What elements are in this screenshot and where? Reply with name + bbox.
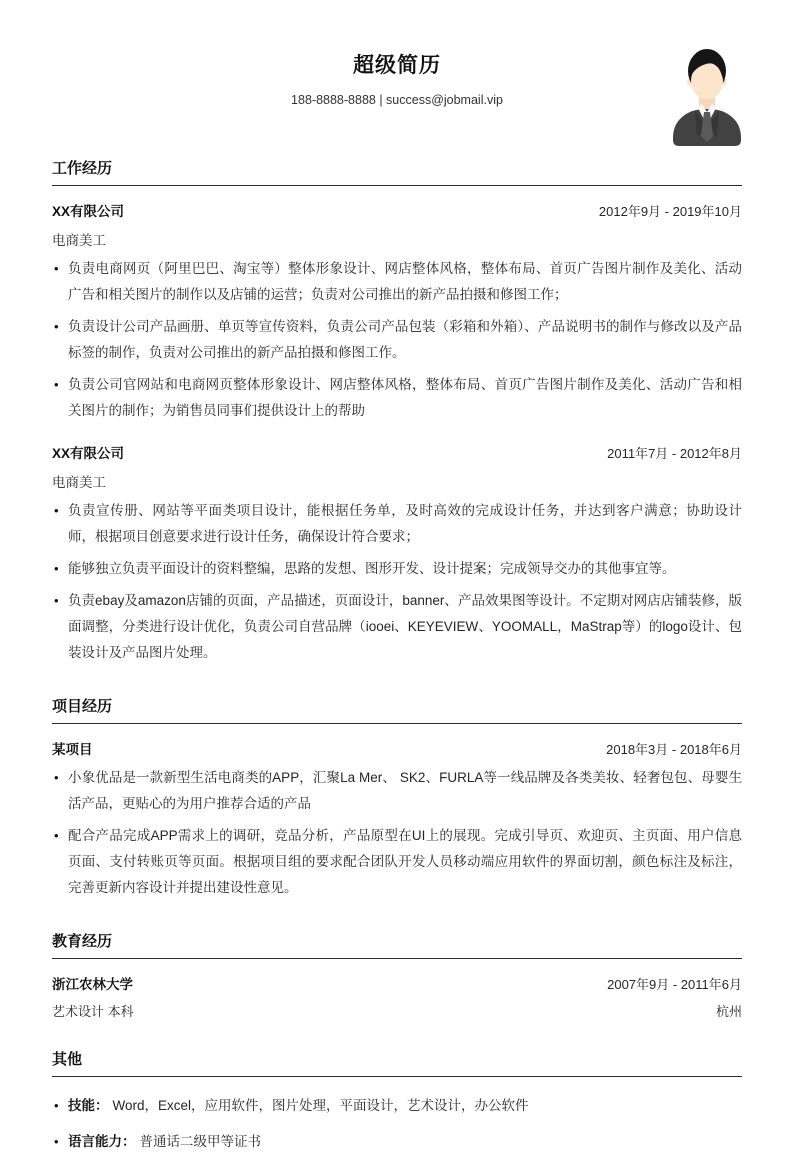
company-name: XX有限公司	[52, 204, 125, 219]
skill-label: 技能：	[68, 1098, 109, 1113]
section-heading-education: 教育经历	[52, 934, 742, 959]
resume-header	[52, 54, 742, 107]
contact-line: 188-8888-8888 | success@jobmail.vip	[291, 93, 503, 107]
location: 杭州	[715, 1004, 742, 1019]
education-entry-1	[52, 977, 742, 1019]
language-item	[52, 1129, 742, 1155]
work-entry-1	[52, 204, 742, 424]
project-name: 某项目	[52, 742, 93, 757]
work-entry-2	[52, 446, 742, 666]
company-name: XX有限公司	[52, 446, 125, 461]
skill-item	[52, 1093, 742, 1119]
language-text: 普通话二级甲等证书	[139, 1134, 261, 1149]
bullet-item: • 负责电商网页（阿里巴巴、淘宝等）整体形象设计、网店整体风格，整体布局、首页广告图片制作及美化、活动广告和相关图片的制作以及店铺的运营；负责对公司推出的新产品拍摄和修图工作；	[52, 256, 742, 308]
bullet-item: • 负责公司官网站和电商网页整体形象设计、网店整体风格，整体布局、首页广告图片制作及美化、活动广告和相关图片的制作；为销售员同事们提供设计上的帮助	[52, 372, 742, 424]
bullet-list	[52, 498, 742, 666]
bullet-list	[52, 765, 742, 901]
school-name: 浙江农林大学	[52, 977, 133, 992]
bullet-list	[52, 256, 742, 424]
job-title: 电商美工	[52, 233, 106, 248]
page-title: 超级简历	[353, 54, 441, 77]
bullet-item: • 小象优品是一款新型生活电商类的APP，汇聚La Mer、 SK2、FURLA等一线品牌及各类美妆、轻奢包包、母婴生活产品，更贴心的为用户推荐合适的产品	[52, 765, 742, 817]
project-entry-1	[52, 742, 742, 901]
section-heading-project: 项目经历	[52, 699, 742, 724]
degree: 艺术设计 本科	[52, 1004, 134, 1019]
section-project	[52, 699, 742, 901]
section-heading-work: 工作经历	[52, 161, 742, 186]
bullet-item: • 负责ebay及amazon店铺的页面，产品描述，页面设计，banner、产品效果图等设计。不定期对网店店铺装修，版面调整，分类进行设计优化，负责公司自营品牌（iooei、KEYEVIEW、YOOMALL，MaStrap等）的logo设计、包装设计及产品图片处理。	[52, 588, 742, 666]
bullet-item: • 负责设计公司产品画册、单页等宣传资料，负责公司产品包装（彩箱和外箱）、产品说明书的制作与修改以及产品标签的制作，负责对公司推出的新产品拍摄和修图工作。	[52, 314, 742, 366]
language-label: 语言能力：	[68, 1134, 136, 1149]
date-range: 2011年7月 - 2012年8月	[607, 446, 742, 461]
bullet-list	[52, 1093, 742, 1155]
date-range: 2012年9月 - 2019年10月	[598, 204, 742, 219]
section-education	[52, 934, 742, 1019]
profile-photo	[668, 40, 746, 146]
date-range: 2007年9月 - 2011年6月	[607, 977, 742, 992]
male-avatar-icon	[668, 40, 746, 146]
bullet-item: • 负责宣传册、网站等平面类项目设计，能根据任务单，及时高效的完成设计任务，并达到客户满意；协助设计师，根据项目创意要求进行设计任务，确保设计符合要求；	[52, 498, 742, 550]
job-title: 电商美工	[52, 475, 106, 490]
date-range: 2018年3月 - 2018年6月	[606, 742, 742, 757]
section-other	[52, 1052, 742, 1155]
skill-text: Word，Excel，应用软件，图片处理，平面设计，艺术设计，办公软件	[112, 1098, 529, 1113]
bullet-item: • 能够独立负责平面设计的资料整编，思路的发想、图形开发、设计提案；完成领导交办的其他事宜等。	[52, 556, 742, 582]
section-work	[52, 161, 742, 666]
section-heading-other: 其他	[52, 1052, 742, 1077]
bullet-item: • 配合产品完成APP需求上的调研，竞品分析，产品原型在UI上的展现。完成引导页、欢迎页、主页面、用户信息页面、支付转账页等页面。根据项目组的要求配合团队开发人员移动端应用软件的界面切割，颜色标注及标注，完善更新内容设计并提出建设性意见。	[52, 823, 742, 901]
